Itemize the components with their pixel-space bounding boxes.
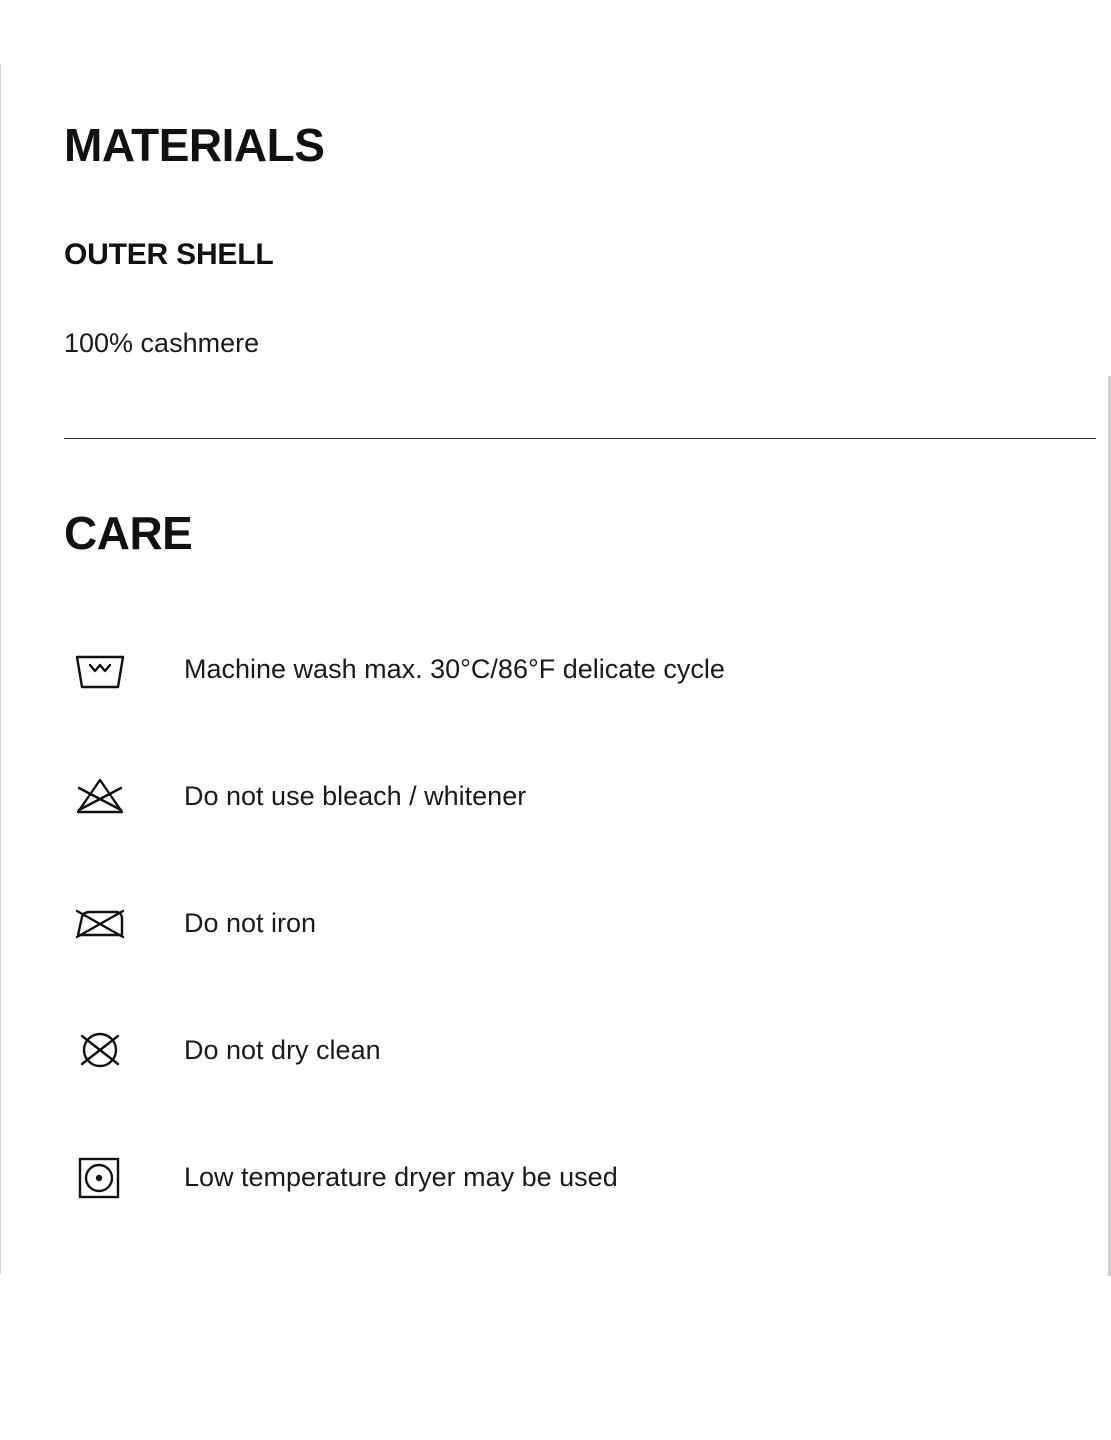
materials-heading: MATERIALS xyxy=(64,119,325,171)
list-item xyxy=(64,887,1104,959)
page-edge-left xyxy=(0,64,1,1274)
do-not-bleach-icon xyxy=(72,768,136,824)
care-heading: CARE xyxy=(64,507,193,560)
care-item-label: Low temperature dryer may be used xyxy=(184,1161,618,1192)
do-not-dry-clean-icon xyxy=(72,1022,136,1078)
list-item xyxy=(64,760,1104,832)
care-instructions-list xyxy=(64,556,1104,1213)
product-details-panel xyxy=(64,0,1104,1213)
list-item xyxy=(64,1141,1104,1213)
do-not-iron-icon xyxy=(72,895,136,951)
low-temperature-dryer-icon xyxy=(72,1149,136,1205)
list-item xyxy=(64,1014,1104,1086)
care-item-label: Machine wash max. 30°C/86°F delicate cycle xyxy=(184,653,725,684)
material-composition: 100% cashmere xyxy=(64,328,260,358)
care-item-label: Do not dry clean xyxy=(184,1034,381,1065)
machine-wash-icon xyxy=(72,641,136,697)
list-item xyxy=(64,633,1104,705)
care-item-label: Do not use bleach / whitener xyxy=(184,780,527,811)
outer-shell-subheading: OUTER SHELL xyxy=(64,238,274,271)
care-item-label: Do not iron xyxy=(184,907,317,938)
